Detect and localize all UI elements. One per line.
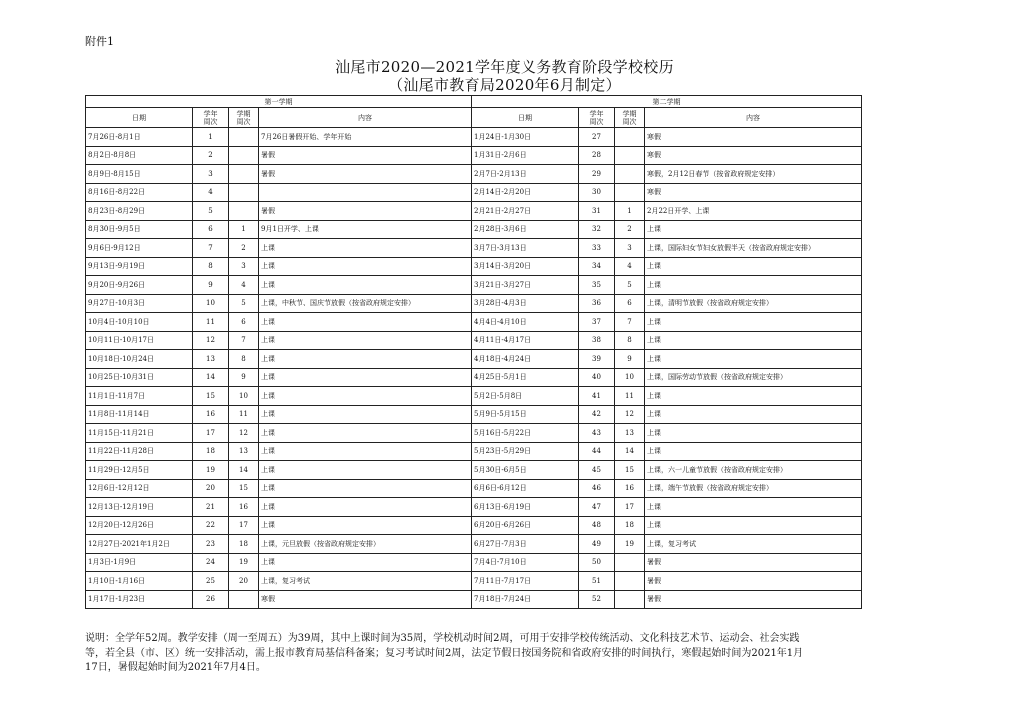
s2-year-week-cell: 42 [579,405,615,424]
s1-year-week-cell: 3 [193,165,229,184]
s1-content-cell: 上课 [259,313,472,332]
page-subtitle: （汕尾市教育局2020年6月制定） [388,76,621,94]
table-row [86,239,862,258]
table-row [86,405,862,424]
s2-content-cell: 上课，清明节放假（按省政府规定安排） [645,294,862,313]
table-row [86,368,862,387]
s2-content-cell: 暑假 [645,553,862,572]
s2-term-week-cell: 1 [615,202,645,221]
s2-term-week-cell: 17 [615,498,645,517]
s1-year-week-cell: 19 [193,461,229,480]
s1-year-week-cell: 21 [193,498,229,517]
s1-content-cell: 上课 [259,461,472,480]
s1-year-week-cell: 26 [193,590,229,609]
s2-term-week-cell: 5 [615,276,645,295]
s1-date-cell: 12月27日-2021年1月2日 [86,535,193,554]
s2-year-week-cell: 41 [579,387,615,406]
s2-date-cell: 3月21日-3月27日 [472,276,579,295]
explanation-note [85,632,865,676]
s1-term-week-cell: 13 [229,442,259,461]
s2-date-cell: 2月21日-2月27日 [472,202,579,221]
s1-content-cell: 暑假 [259,165,472,184]
s1-date-cell: 12月13日-12月19日 [86,498,193,517]
s1-content-cell: 上课 [259,368,472,387]
s2-content-cell: 上课，复习考试 [645,535,862,554]
s1-term-week-cell: 14 [229,461,259,480]
s2-content-cell: 上课 [645,257,862,276]
s1-term-week-cell: 18 [229,535,259,554]
s2-year-week-cell: 44 [579,442,615,461]
s1-term-week-cell: 3 [229,257,259,276]
s2-content-cell: 寒假 [645,183,862,202]
s2-date-cell: 4月11日-4月17日 [472,331,579,350]
table-row [86,553,862,572]
s2-year-week-cell: 39 [579,350,615,369]
s1-date-cell: 11月15日-11月21日 [86,424,193,443]
table-row [86,516,862,535]
table-row [86,535,862,554]
s2-date-cell: 3月7日-3月13日 [472,239,579,258]
s1-content-cell: 上课 [259,516,472,535]
s2-term-week-cell [615,590,645,609]
s1-year-week-cell: 9 [193,276,229,295]
s1-term-week-cell [229,128,259,147]
table-row [86,479,862,498]
year-week-header: 学年 周次 [579,108,615,128]
s1-date-cell: 11月1日-11月7日 [86,387,193,406]
s2-term-week-cell [615,553,645,572]
s1-term-week-cell: 12 [229,424,259,443]
s2-year-week-cell: 46 [579,479,615,498]
s2-term-week-cell: 11 [615,387,645,406]
s2-year-week-cell: 29 [579,165,615,184]
s2-date-cell: 7月18日-7月24日 [472,590,579,609]
s2-term-week-cell [615,165,645,184]
s1-date-cell: 10月18日-10月24日 [86,350,193,369]
s2-content-cell: 上课 [645,498,862,517]
s2-term-week-cell: 13 [615,424,645,443]
s2-year-week-cell: 40 [579,368,615,387]
s1-date-cell: 8月23日-8月29日 [86,202,193,221]
s2-date-cell: 3月14日-3月20日 [472,257,579,276]
table-row [86,183,862,202]
s1-term-week-cell: 16 [229,498,259,517]
s2-date-cell: 5月30日-6月5日 [472,461,579,480]
table-row [86,257,862,276]
s2-date-cell: 5月2日-5月8日 [472,387,579,406]
s1-content-cell: 9月1日开学、上课 [259,220,472,239]
s2-year-week-cell: 27 [579,128,615,147]
page-title: 汕尾市2020—2021学年度义务教育阶段学校校历 [335,58,674,76]
s2-year-week-cell: 34 [579,257,615,276]
s1-year-week-cell: 23 [193,535,229,554]
s2-year-week-cell: 33 [579,239,615,258]
s1-year-week-cell: 14 [193,368,229,387]
note-line: 17日，暑假起始时间为2021年7月4日。 [85,662,266,673]
column-header-row [86,108,862,128]
s2-year-week-cell: 36 [579,294,615,313]
s2-content-cell: 上课 [645,442,862,461]
school-calendar-table [85,95,862,609]
s1-date-cell: 1月3日-1月9日 [86,553,193,572]
s1-date-cell: 12月20日-12月26日 [86,516,193,535]
s2-date-cell: 2月28日-3月6日 [472,220,579,239]
s1-term-week-cell: 7 [229,331,259,350]
s1-term-week-cell: 9 [229,368,259,387]
s2-term-week-cell: 19 [615,535,645,554]
s1-term-week-cell: 6 [229,313,259,332]
s1-term-week-cell: 15 [229,479,259,498]
s1-year-week-cell: 8 [193,257,229,276]
s1-year-week-cell: 6 [193,220,229,239]
s2-content-cell: 上课，国际妇女节妇女放假半天（按省政府规定安排） [645,239,862,258]
s2-content-cell: 暑假 [645,572,862,591]
table-row [86,572,862,591]
s1-term-week-cell: 1 [229,220,259,239]
s1-term-week-cell: 8 [229,350,259,369]
s2-content-cell: 上课 [645,220,862,239]
s1-content-cell: 上课 [259,405,472,424]
s2-year-week-cell: 51 [579,572,615,591]
s1-content-cell: 上课，元旦放假（按省政府规定安排） [259,535,472,554]
s2-term-week-cell: 4 [615,257,645,276]
s1-content-cell [259,183,472,202]
s1-content-cell: 上课 [259,239,472,258]
s2-content-cell: 暑假 [645,590,862,609]
s1-year-week-cell: 20 [193,479,229,498]
s1-term-week-cell [229,165,259,184]
s1-year-week-cell: 17 [193,424,229,443]
content-header: 内容 [645,108,862,128]
s1-year-week-cell: 2 [193,146,229,165]
date-header: 日期 [472,108,579,128]
table-row [86,350,862,369]
s1-content-cell: 上课，复习考试 [259,572,472,591]
s1-year-week-cell: 18 [193,442,229,461]
s1-content-cell: 上课 [259,442,472,461]
s2-term-week-cell [615,128,645,147]
table-row [86,276,862,295]
s1-date-cell: 9月6日-9月12日 [86,239,193,258]
s2-content-cell: 2月22日开学、上课 [645,202,862,221]
table-row [86,202,862,221]
s1-date-cell: 10月11日-10月17日 [86,331,193,350]
s2-date-cell: 5月9日-5月15日 [472,405,579,424]
content-header: 内容 [259,108,472,128]
s1-term-week-cell: 19 [229,553,259,572]
table-row [86,146,862,165]
s1-term-week-cell: 20 [229,572,259,591]
table-row [86,331,862,350]
s2-date-cell: 6月27日-7月3日 [472,535,579,554]
s1-date-cell: 8月9日-8月15日 [86,165,193,184]
s2-term-week-cell: 2 [615,220,645,239]
s2-term-week-cell: 18 [615,516,645,535]
s2-date-cell: 4月18日-4月24日 [472,350,579,369]
s1-year-week-cell: 12 [193,331,229,350]
s2-term-week-cell: 6 [615,294,645,313]
s2-date-cell: 5月23日-5月29日 [472,442,579,461]
s1-date-cell: 7月26日-8月1日 [86,128,193,147]
s2-year-week-cell: 28 [579,146,615,165]
s2-date-cell: 6月20日-6月26日 [472,516,579,535]
s2-content-cell: 上课 [645,313,862,332]
s1-content-cell: 上课 [259,350,472,369]
s2-content-cell: 上课，六一儿童节放假（按省政府规定安排） [645,461,862,480]
s2-content-cell: 上课 [645,516,862,535]
semester-header-row [86,96,862,108]
semester1-label: 第一学期 [86,96,472,108]
s2-year-week-cell: 31 [579,202,615,221]
s1-year-week-cell: 7 [193,239,229,258]
note-line: 说明：全学年52周。教学安排（周一至周五）为39周，其中上课时间为35周，学校机动时间2周，可用于安排学校传统活动、文化科技艺术节、运动会、社会实践 [85,633,800,644]
s1-term-week-cell: 5 [229,294,259,313]
s2-year-week-cell: 49 [579,535,615,554]
s2-date-cell: 1月31日-2月6日 [472,146,579,165]
s1-content-cell: 上课 [259,498,472,517]
s2-term-week-cell: 9 [615,350,645,369]
s1-date-cell: 1月10日-1月16日 [86,572,193,591]
note-line: 等，若全县（市、区）统一安排活动，需上报市教育局基信科备案；复习考试时间2周，法定节假日按国务院和省政府安排的时间执行，寒假起始时间为2021年1月 [85,647,804,659]
s1-year-week-cell: 16 [193,405,229,424]
s2-date-cell: 7月11日-7月17日 [472,572,579,591]
s1-term-week-cell [229,183,259,202]
s2-date-cell: 6月13日-6月19日 [472,498,579,517]
s2-term-week-cell: 10 [615,368,645,387]
table-row [86,220,862,239]
s1-date-cell: 11月29日-12月5日 [86,461,193,480]
table-row [86,313,862,332]
s1-date-cell: 8月2日-8月8日 [86,146,193,165]
s1-year-week-cell: 5 [193,202,229,221]
s1-date-cell: 9月13日-9月19日 [86,257,193,276]
table-row [86,387,862,406]
s2-content-cell: 寒假 [645,128,862,147]
s2-year-week-cell: 45 [579,461,615,480]
s2-term-week-cell [615,183,645,202]
s1-content-cell: 暑假 [259,146,472,165]
s2-date-cell: 2月7日-2月13日 [472,165,579,184]
s1-content-cell: 上课 [259,331,472,350]
s1-date-cell: 9月20日-9月26日 [86,276,193,295]
table-row [86,590,862,609]
attachment-label: 附件1 [85,35,114,48]
s1-content-cell: 上课 [259,424,472,443]
s1-date-cell: 9月27日-10月3日 [86,294,193,313]
s1-term-week-cell: 17 [229,516,259,535]
s2-date-cell: 5月16日-5月22日 [472,424,579,443]
s1-term-week-cell [229,146,259,165]
s2-content-cell: 上课，端午节放假（按省政府规定安排） [645,479,862,498]
s1-date-cell: 10月4日-10月10日 [86,313,193,332]
s2-year-week-cell: 35 [579,276,615,295]
s2-content-cell: 上课 [645,387,862,406]
s1-year-week-cell: 1 [193,128,229,147]
s2-date-cell: 3月28日-4月3日 [472,294,579,313]
s1-content-cell: 上课 [259,553,472,572]
s1-year-week-cell: 10 [193,294,229,313]
s1-date-cell: 8月16日-8月22日 [86,183,193,202]
s2-content-cell: 上课 [645,405,862,424]
year-week-header: 学年 周次 [193,108,229,128]
s2-term-week-cell [615,146,645,165]
s2-year-week-cell: 30 [579,183,615,202]
s2-content-cell: 上课 [645,350,862,369]
semester2-label: 第二学期 [472,96,862,108]
s1-year-week-cell: 13 [193,350,229,369]
table-row [86,461,862,480]
s2-content-cell: 上课 [645,276,862,295]
term-week-header: 学期 周次 [229,108,259,128]
s2-year-week-cell: 48 [579,516,615,535]
s1-term-week-cell: 10 [229,387,259,406]
s1-date-cell: 12月6日-12月12日 [86,479,193,498]
s2-term-week-cell: 16 [615,479,645,498]
date-header: 日期 [86,108,193,128]
s1-date-cell: 10月25日-10月31日 [86,368,193,387]
s2-date-cell: 4月25日-5月1日 [472,368,579,387]
s1-term-week-cell [229,590,259,609]
s1-term-week-cell [229,202,259,221]
s2-term-week-cell: 15 [615,461,645,480]
term-week-header: 学期 周次 [615,108,645,128]
s2-term-week-cell: 7 [615,313,645,332]
s2-date-cell: 4月4日-4月10日 [472,313,579,332]
s1-date-cell: 11月8日-11月14日 [86,405,193,424]
s1-content-cell: 7月26日暑假开始、学年开始 [259,128,472,147]
s2-date-cell: 1月24日-1月30日 [472,128,579,147]
s2-date-cell: 6月6日-6月12日 [472,479,579,498]
s1-year-week-cell: 25 [193,572,229,591]
table-row [86,128,862,147]
s2-content-cell: 寒假 [645,146,862,165]
s2-term-week-cell: 12 [615,405,645,424]
s2-term-week-cell: 8 [615,331,645,350]
s1-content-cell: 暑假 [259,202,472,221]
s2-year-week-cell: 38 [579,331,615,350]
s1-term-week-cell: 2 [229,239,259,258]
table-row [86,165,862,184]
s1-year-week-cell: 24 [193,553,229,572]
s2-year-week-cell: 32 [579,220,615,239]
s1-year-week-cell: 4 [193,183,229,202]
s1-content-cell: 上课，中秋节、国庆节放假（按省政府规定安排） [259,294,472,313]
s1-year-week-cell: 15 [193,387,229,406]
s1-date-cell: 11月22日-11月28日 [86,442,193,461]
s1-content-cell: 上课 [259,257,472,276]
table-row [86,294,862,313]
s2-year-week-cell: 52 [579,590,615,609]
s2-year-week-cell: 47 [579,498,615,517]
s1-content-cell: 上课 [259,276,472,295]
s2-term-week-cell: 14 [615,442,645,461]
s1-year-week-cell: 22 [193,516,229,535]
s2-term-week-cell: 3 [615,239,645,258]
s2-content-cell: 上课 [645,424,862,443]
s2-year-week-cell: 37 [579,313,615,332]
s2-year-week-cell: 43 [579,424,615,443]
s1-date-cell: 8月30日-9月5日 [86,220,193,239]
s2-date-cell: 2月14日-2月20日 [472,183,579,202]
s1-date-cell: 1月17日-1月23日 [86,590,193,609]
calendar-body [86,128,862,609]
s2-content-cell: 寒假，2月12日春节（按省政府规定安排） [645,165,862,184]
s1-content-cell: 寒假 [259,590,472,609]
s1-year-week-cell: 11 [193,313,229,332]
s2-term-week-cell [615,572,645,591]
s2-content-cell: 上课，国际劳动节放假（按省政府规定安排） [645,368,862,387]
table-row [86,424,862,443]
s1-content-cell: 上课 [259,479,472,498]
s1-term-week-cell: 11 [229,405,259,424]
s2-date-cell: 7月4日-7月10日 [472,553,579,572]
s2-content-cell: 上课 [645,331,862,350]
table-row [86,442,862,461]
table-row [86,498,862,517]
s1-content-cell: 上课 [259,387,472,406]
s1-term-week-cell: 4 [229,276,259,295]
s2-year-week-cell: 50 [579,553,615,572]
